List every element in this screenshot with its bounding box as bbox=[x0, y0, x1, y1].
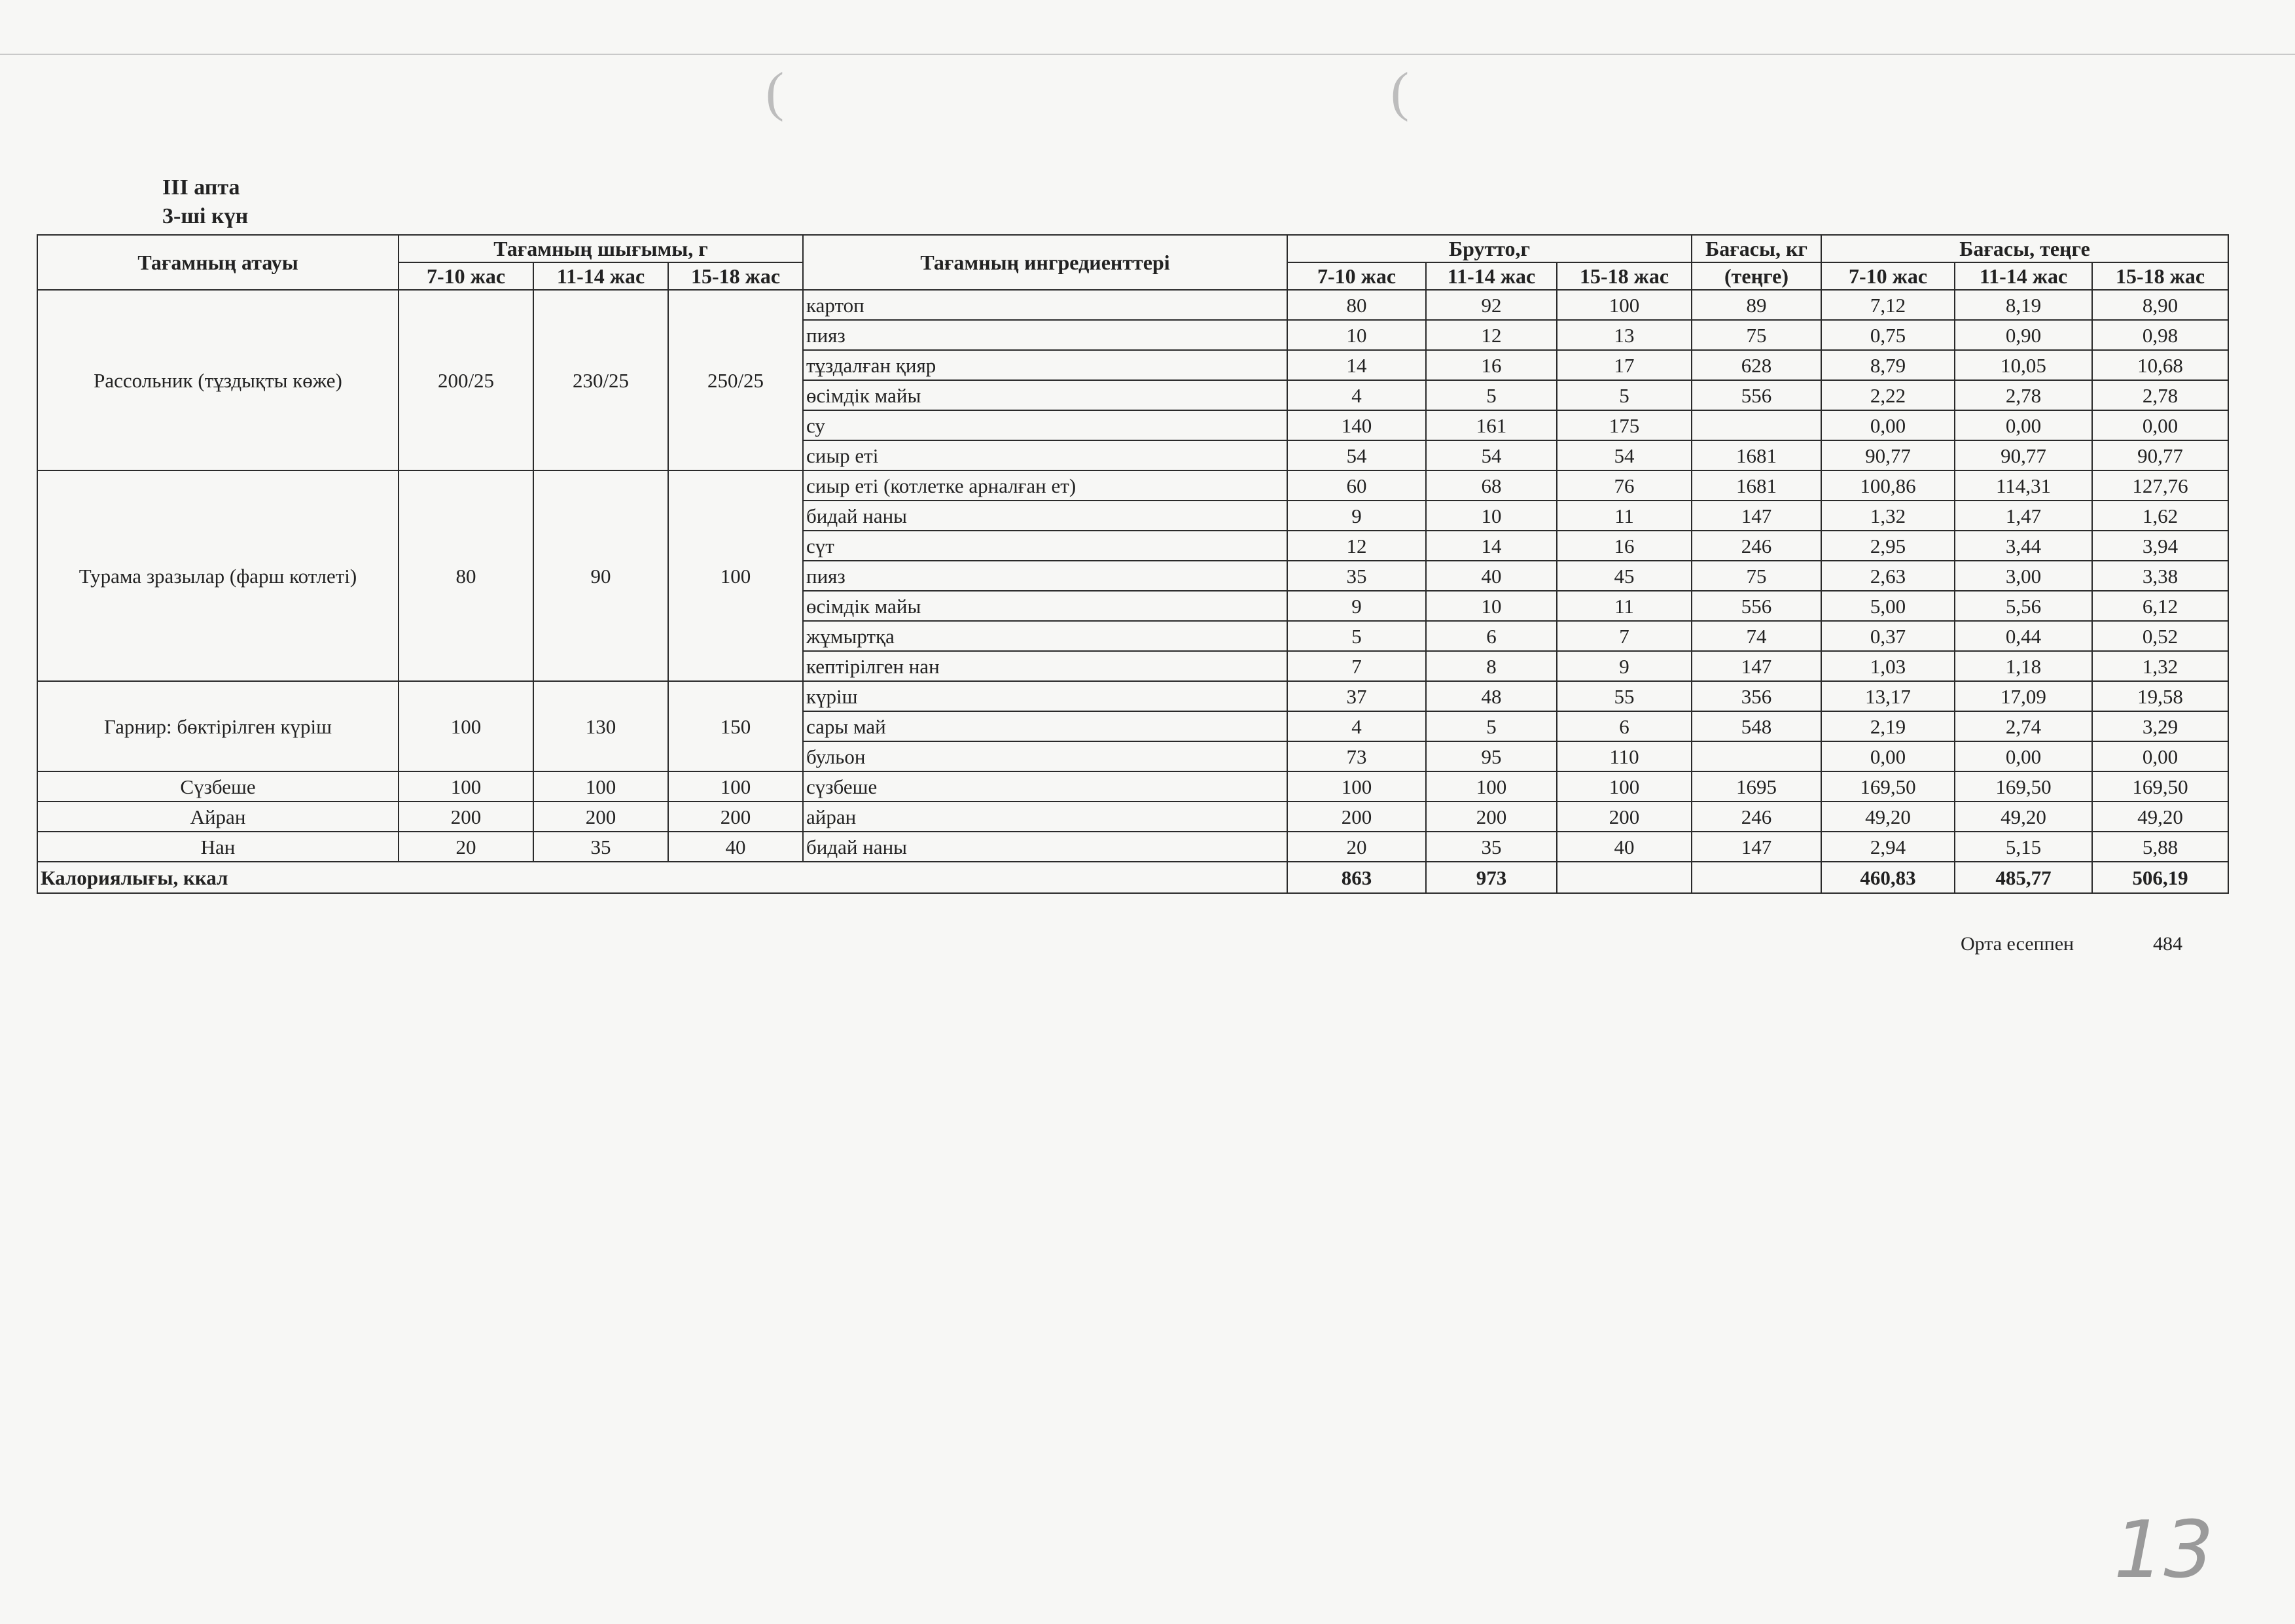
header-brutto-age: 15-18 жас bbox=[1557, 262, 1692, 290]
header-output-age: 15-18 жас bbox=[668, 262, 803, 290]
price-value: 3,44 bbox=[1955, 531, 2092, 561]
price-value: 90,77 bbox=[1955, 440, 2092, 470]
dish-output: 250/25 bbox=[668, 290, 803, 470]
brutto-value: 14 bbox=[1426, 531, 1557, 561]
table-row bbox=[37, 832, 2228, 862]
brutto-value: 4 bbox=[1287, 711, 1426, 741]
price-value: 169,50 bbox=[2092, 771, 2228, 802]
price-value: 5,15 bbox=[1955, 832, 2092, 862]
brutto-value: 80 bbox=[1287, 290, 1426, 320]
price-value: 49,20 bbox=[1955, 802, 2092, 832]
dish-output: 80 bbox=[399, 470, 533, 681]
totals-row bbox=[37, 862, 2228, 893]
price-value: 7,12 bbox=[1821, 290, 1955, 320]
brutto-value: 7 bbox=[1287, 651, 1426, 681]
price-value: 2,94 bbox=[1821, 832, 1955, 862]
brutto-value: 95 bbox=[1426, 741, 1557, 771]
price-value: 3,94 bbox=[2092, 531, 2228, 561]
brutto-value: 9 bbox=[1287, 591, 1426, 621]
day-heading: 3-ші күн bbox=[162, 204, 249, 228]
dish-output: 100 bbox=[533, 771, 668, 802]
brutto-value: 20 bbox=[1287, 832, 1426, 862]
price-value: 49,20 bbox=[1821, 802, 1955, 832]
price-per-kg: 1681 bbox=[1692, 440, 1821, 470]
menu-body bbox=[37, 290, 2228, 862]
price-value: 0,52 bbox=[2092, 621, 2228, 651]
price-value: 10,05 bbox=[1955, 350, 2092, 380]
price-per-kg: 246 bbox=[1692, 531, 1821, 561]
dish-output: 200 bbox=[533, 802, 668, 832]
brutto-value: 45 bbox=[1557, 561, 1692, 591]
price-value: 13,17 bbox=[1821, 681, 1955, 711]
price-value: 49,20 bbox=[2092, 802, 2228, 832]
brutto-value: 54 bbox=[1287, 440, 1426, 470]
brutto-value: 200 bbox=[1287, 802, 1426, 832]
dish-output: 130 bbox=[533, 681, 668, 771]
brutto-value: 200 bbox=[1557, 802, 1692, 832]
price-value: 1,47 bbox=[1955, 501, 2092, 531]
brutto-value: 37 bbox=[1287, 681, 1426, 711]
header-output-group: Тағамның шығымы, г bbox=[399, 235, 803, 262]
price-value: 0,44 bbox=[1955, 621, 2092, 651]
dish-output: 20 bbox=[399, 832, 533, 862]
brutto-value: 76 bbox=[1557, 470, 1692, 501]
price-value: 3,00 bbox=[1955, 561, 2092, 591]
table-row bbox=[37, 802, 2228, 832]
total-price-kg bbox=[1692, 862, 1821, 893]
ingredient-name: сиыр еті bbox=[803, 440, 1287, 470]
dish-output: 230/25 bbox=[533, 290, 668, 470]
price-value: 169,50 bbox=[1821, 771, 1955, 802]
dish-output: 200 bbox=[668, 802, 803, 832]
brutto-value: 11 bbox=[1557, 501, 1692, 531]
ingredient-name: сары май bbox=[803, 711, 1287, 741]
price-value: 0,37 bbox=[1821, 621, 1955, 651]
price-value: 3,29 bbox=[2092, 711, 2228, 741]
price-per-kg bbox=[1692, 741, 1821, 771]
price-per-kg: 89 bbox=[1692, 290, 1821, 320]
price-per-kg: 246 bbox=[1692, 802, 1821, 832]
header-price-kg-unit: (теңге) bbox=[1692, 262, 1821, 290]
brutto-value: 17 bbox=[1557, 350, 1692, 380]
brutto-value: 140 bbox=[1287, 410, 1426, 440]
price-value: 0,90 bbox=[1955, 320, 2092, 350]
brutto-value: 4 bbox=[1287, 380, 1426, 410]
dish-name: Нан bbox=[37, 832, 399, 862]
dish-output: 40 bbox=[668, 832, 803, 862]
ingredient-name: өсімдік майы bbox=[803, 380, 1287, 410]
brutto-value: 8 bbox=[1426, 651, 1557, 681]
brutto-value: 110 bbox=[1557, 741, 1692, 771]
brutto-value: 92 bbox=[1426, 290, 1557, 320]
price-value: 1,03 bbox=[1821, 651, 1955, 681]
dish-name: Айран bbox=[37, 802, 399, 832]
price-value: 5,56 bbox=[1955, 591, 2092, 621]
price-value: 19,58 bbox=[2092, 681, 2228, 711]
price-value: 2,95 bbox=[1821, 531, 1955, 561]
scan-mark-right: ( bbox=[1391, 62, 1409, 122]
price-value: 1,62 bbox=[2092, 501, 2228, 531]
brutto-value: 100 bbox=[1557, 290, 1692, 320]
price-per-kg: 628 bbox=[1692, 350, 1821, 380]
brutto-value: 6 bbox=[1557, 711, 1692, 741]
handwritten-page-number: 13 bbox=[2114, 1505, 2214, 1596]
price-per-kg: 556 bbox=[1692, 380, 1821, 410]
ingredient-name: сүзбеше bbox=[803, 771, 1287, 802]
price-value: 8,19 bbox=[1955, 290, 2092, 320]
table-row bbox=[37, 470, 2228, 501]
dish-output: 35 bbox=[533, 832, 668, 862]
dish-name: Рассольник (тұздықты көже) bbox=[37, 290, 399, 470]
brutto-value: 5 bbox=[1426, 711, 1557, 741]
brutto-value: 6 bbox=[1426, 621, 1557, 651]
menu-cost-table bbox=[37, 234, 2229, 894]
price-value: 114,31 bbox=[1955, 470, 2092, 501]
price-value: 6,12 bbox=[2092, 591, 2228, 621]
brutto-value: 161 bbox=[1426, 410, 1557, 440]
price-value: 0,00 bbox=[1821, 410, 1955, 440]
brutto-value: 40 bbox=[1426, 561, 1557, 591]
ingredient-name: күріш bbox=[803, 681, 1287, 711]
header-price-age: 11-14 жас bbox=[1955, 262, 2092, 290]
price-value: 17,09 bbox=[1955, 681, 2092, 711]
total-price: 506,19 bbox=[2092, 862, 2228, 893]
ingredient-name: су bbox=[803, 410, 1287, 440]
brutto-value: 100 bbox=[1287, 771, 1426, 802]
dish-name: Гарнир: бөктірілген күріш bbox=[37, 681, 399, 771]
brutto-value: 5 bbox=[1426, 380, 1557, 410]
price-value: 10,68 bbox=[2092, 350, 2228, 380]
price-value: 8,79 bbox=[1821, 350, 1955, 380]
brutto-value: 55 bbox=[1557, 681, 1692, 711]
brutto-value: 12 bbox=[1287, 531, 1426, 561]
table-row bbox=[37, 290, 2228, 320]
price-value: 2,78 bbox=[1955, 380, 2092, 410]
price-value: 5,00 bbox=[1821, 591, 1955, 621]
price-value: 2,74 bbox=[1955, 711, 2092, 741]
calories-label: Калориялығы, ккал bbox=[37, 862, 1287, 893]
price-value: 2,78 bbox=[2092, 380, 2228, 410]
ingredient-name: айран bbox=[803, 802, 1287, 832]
price-per-kg: 75 bbox=[1692, 561, 1821, 591]
price-value: 0,00 bbox=[1955, 410, 2092, 440]
dish-output: 200/25 bbox=[399, 290, 533, 470]
ingredient-name: бидай наны bbox=[803, 501, 1287, 531]
price-value: 1,32 bbox=[1821, 501, 1955, 531]
brutto-value: 40 bbox=[1557, 832, 1692, 862]
brutto-value: 200 bbox=[1426, 802, 1557, 832]
brutto-value: 68 bbox=[1426, 470, 1557, 501]
brutto-value: 10 bbox=[1426, 501, 1557, 531]
price-value: 3,38 bbox=[2092, 561, 2228, 591]
brutto-value: 7 bbox=[1557, 621, 1692, 651]
brutto-value: 9 bbox=[1287, 501, 1426, 531]
total-brutto: 973 bbox=[1426, 862, 1557, 893]
ingredient-name: сүт bbox=[803, 531, 1287, 561]
price-value: 2,19 bbox=[1821, 711, 1955, 741]
ingredient-name: кептірілген нан bbox=[803, 651, 1287, 681]
table-row bbox=[37, 771, 2228, 802]
brutto-value: 5 bbox=[1287, 621, 1426, 651]
total-brutto: 863 bbox=[1287, 862, 1426, 893]
table-row bbox=[37, 681, 2228, 711]
price-value: 1,32 bbox=[2092, 651, 2228, 681]
brutto-value: 73 bbox=[1287, 741, 1426, 771]
header-brutto-group: Брутто,г bbox=[1287, 235, 1692, 262]
price-value: 0,00 bbox=[2092, 410, 2228, 440]
ingredient-name: бидай наны bbox=[803, 832, 1287, 862]
ingredient-name: пияз bbox=[803, 320, 1287, 350]
price-value: 127,76 bbox=[2092, 470, 2228, 501]
scan-edge-line bbox=[0, 54, 2295, 55]
price-per-kg: 356 bbox=[1692, 681, 1821, 711]
average-label: Орта есеппен bbox=[1961, 933, 2074, 955]
total-price: 460,83 bbox=[1821, 862, 1955, 893]
price-value: 5,88 bbox=[2092, 832, 2228, 862]
price-value: 169,50 bbox=[1955, 771, 2092, 802]
brutto-value: 100 bbox=[1426, 771, 1557, 802]
price-per-kg: 75 bbox=[1692, 320, 1821, 350]
brutto-value: 5 bbox=[1557, 380, 1692, 410]
ingredient-name: өсімдік майы bbox=[803, 591, 1287, 621]
price-per-kg: 147 bbox=[1692, 832, 1821, 862]
brutto-value: 9 bbox=[1557, 651, 1692, 681]
brutto-value: 60 bbox=[1287, 470, 1426, 501]
dish-name: Турама зразылар (фарш котлеті) bbox=[37, 470, 399, 681]
dish-output: 90 bbox=[533, 470, 668, 681]
header-output-age: 11-14 жас bbox=[533, 262, 668, 290]
average-value: 484 bbox=[2153, 933, 2182, 955]
header-brutto-age: 7-10 жас bbox=[1287, 262, 1426, 290]
header-price-group: Бағасы, теңге bbox=[1821, 235, 2228, 262]
brutto-value: 10 bbox=[1426, 591, 1557, 621]
dish-output: 100 bbox=[399, 771, 533, 802]
header-output-age: 7-10 жас bbox=[399, 262, 533, 290]
price-per-kg: 74 bbox=[1692, 621, 1821, 651]
brutto-value: 35 bbox=[1426, 832, 1557, 862]
dish-name: Сүзбеше bbox=[37, 771, 399, 802]
price-value: 0,00 bbox=[1955, 741, 2092, 771]
dish-output: 100 bbox=[399, 681, 533, 771]
week-heading: III апта bbox=[162, 175, 240, 200]
total-price: 485,77 bbox=[1955, 862, 2092, 893]
brutto-value: 35 bbox=[1287, 561, 1426, 591]
price-value: 90,77 bbox=[2092, 440, 2228, 470]
header-dish-name: Тағамның атауы bbox=[37, 235, 399, 290]
brutto-value: 54 bbox=[1426, 440, 1557, 470]
price-value: 1,18 bbox=[1955, 651, 2092, 681]
brutto-value: 14 bbox=[1287, 350, 1426, 380]
brutto-value: 13 bbox=[1557, 320, 1692, 350]
price-value: 0,00 bbox=[1821, 741, 1955, 771]
brutto-value: 175 bbox=[1557, 410, 1692, 440]
brutto-value: 16 bbox=[1557, 531, 1692, 561]
price-per-kg bbox=[1692, 410, 1821, 440]
header-ingredients: Тағамның ингредиенттері bbox=[803, 235, 1287, 290]
price-per-kg: 147 bbox=[1692, 651, 1821, 681]
header-price-kg: Бағасы, кг bbox=[1692, 235, 1821, 262]
header-price-age: 15-18 жас bbox=[2092, 262, 2228, 290]
header-price-age: 7-10 жас bbox=[1821, 262, 1955, 290]
brutto-value: 10 bbox=[1287, 320, 1426, 350]
dish-output: 150 bbox=[668, 681, 803, 771]
price-value: 2,22 bbox=[1821, 380, 1955, 410]
ingredient-name: жұмыртқа bbox=[803, 621, 1287, 651]
price-value: 8,90 bbox=[2092, 290, 2228, 320]
brutto-value: 11 bbox=[1557, 591, 1692, 621]
total-brutto bbox=[1557, 862, 1692, 893]
scan-mark-left: ( bbox=[766, 62, 784, 122]
brutto-value: 100 bbox=[1557, 771, 1692, 802]
price-per-kg: 1681 bbox=[1692, 470, 1821, 501]
price-value: 0,98 bbox=[2092, 320, 2228, 350]
ingredient-name: бульон bbox=[803, 741, 1287, 771]
price-per-kg: 147 bbox=[1692, 501, 1821, 531]
price-per-kg: 556 bbox=[1692, 591, 1821, 621]
brutto-value: 48 bbox=[1426, 681, 1557, 711]
ingredient-name: пияз bbox=[803, 561, 1287, 591]
ingredient-name: сиыр еті (котлетке арналған ет) bbox=[803, 470, 1287, 501]
price-value: 90,77 bbox=[1821, 440, 1955, 470]
dish-output: 100 bbox=[668, 470, 803, 681]
dish-output: 200 bbox=[399, 802, 533, 832]
header-brutto-age: 11-14 жас bbox=[1426, 262, 1557, 290]
price-per-kg: 1695 bbox=[1692, 771, 1821, 802]
brutto-value: 16 bbox=[1426, 350, 1557, 380]
price-value: 0,75 bbox=[1821, 320, 1955, 350]
brutto-value: 12 bbox=[1426, 320, 1557, 350]
price-value: 100,86 bbox=[1821, 470, 1955, 501]
price-per-kg: 548 bbox=[1692, 711, 1821, 741]
ingredient-name: тұздалған қияр bbox=[803, 350, 1287, 380]
price-value: 0,00 bbox=[2092, 741, 2228, 771]
ingredient-name: картоп bbox=[803, 290, 1287, 320]
price-value: 2,63 bbox=[1821, 561, 1955, 591]
brutto-value: 54 bbox=[1557, 440, 1692, 470]
dish-output: 100 bbox=[668, 771, 803, 802]
